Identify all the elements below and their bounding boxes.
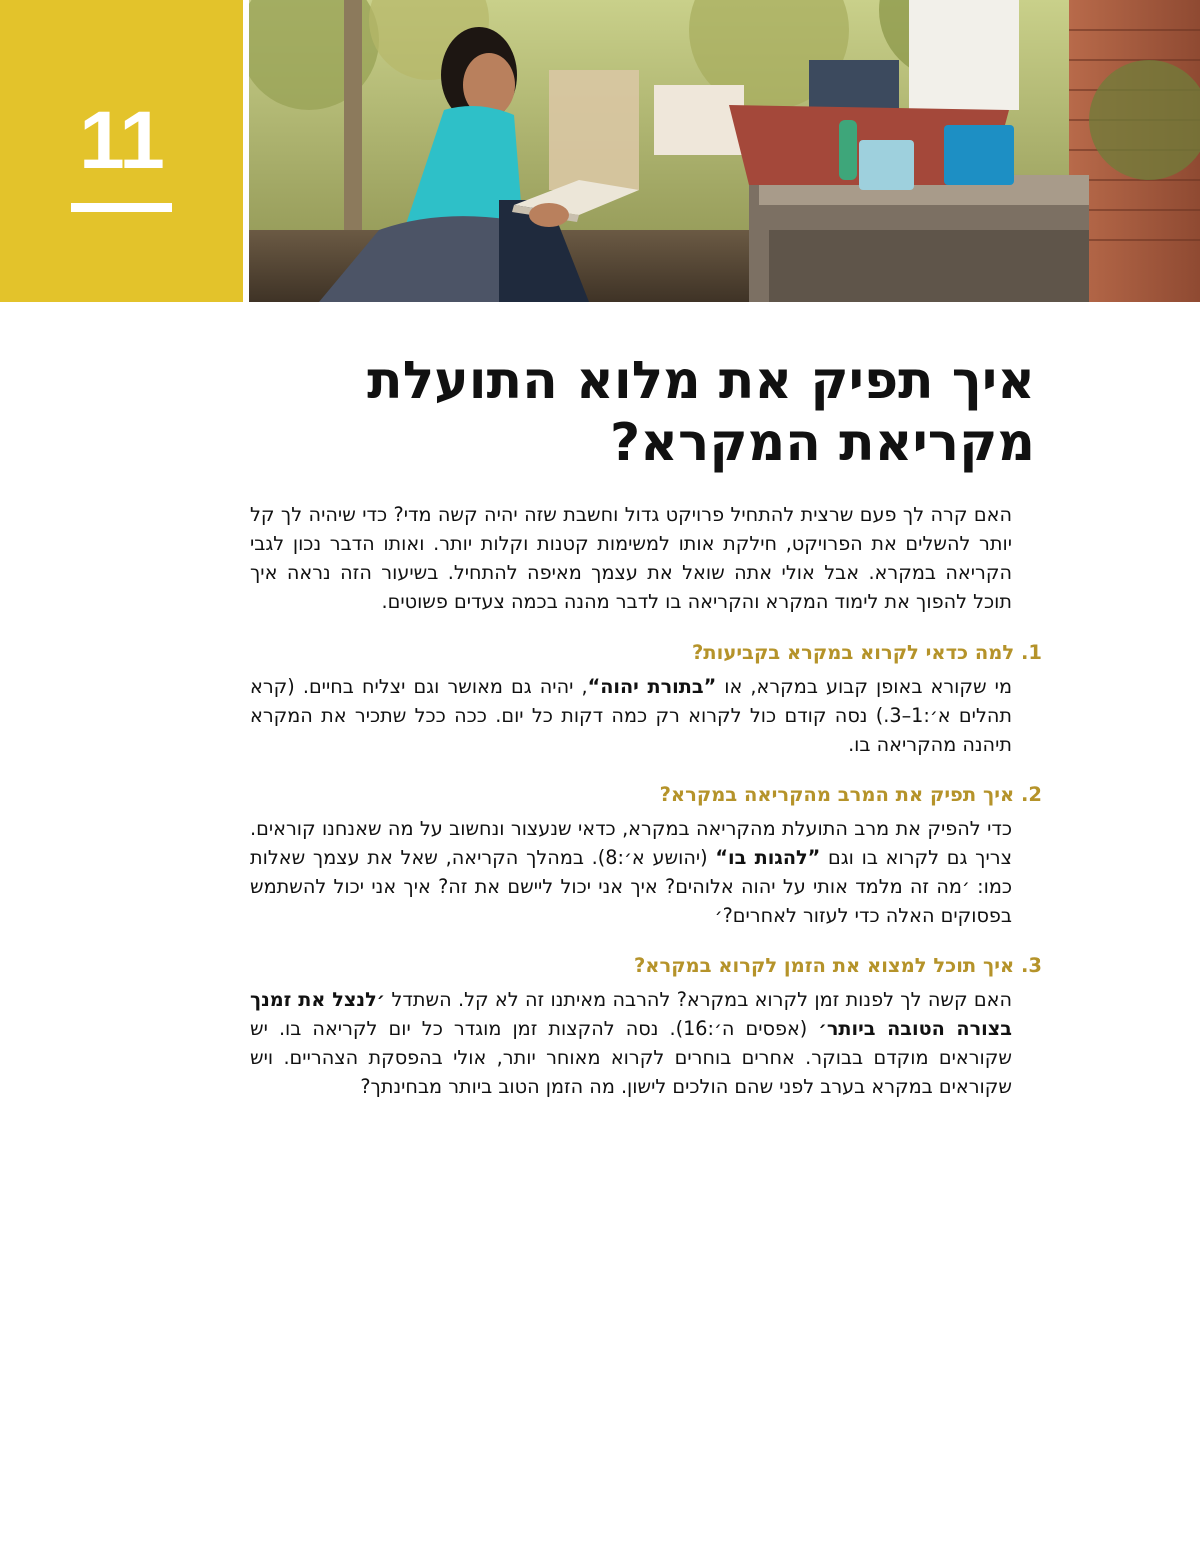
section-body-text: (יהושע א׳:8). במהלך הקריאה, שאל את עצמך שאלות כמו: ׳מה זה מלמד אותי על יהוה אלוהים? איך אני יכול ליישם את זה? איך אני יכול להשתמש בפסוקים האלה כדי לעזור לאחרים?׳ bbox=[250, 846, 1012, 927]
lesson-content bbox=[250, 500, 1042, 1123]
section-body-text: מי שקורא באופן קבוע במקרא, או bbox=[716, 675, 1013, 698]
section-body bbox=[250, 672, 1012, 759]
section-body bbox=[250, 985, 1012, 1101]
section-number: 1. bbox=[1021, 641, 1042, 664]
section-heading-text: איך תפיק את המרב מהקריאה במקרא? bbox=[659, 783, 1015, 806]
scripture-quote: ”בתורת יהוה“ bbox=[587, 675, 717, 698]
scripture-quote: ׳לנצל את זמנך בצורה הטובה ביותר׳ bbox=[250, 988, 1012, 1040]
section-number: 2. bbox=[1021, 783, 1042, 806]
lesson-number-block bbox=[0, 0, 243, 302]
section-body-text: , יהיה גם מאושר וגם יצליח בחיים. (קרא תהלים א׳:1–3.) נסה קודם כול לקרוא רק כמה דקות כל יום. ככה ככל שתכיר את המקרא תיהנה מהקריאה בו. bbox=[250, 675, 1013, 756]
hero-photo bbox=[249, 0, 1200, 302]
page-title-line-1: איך תפיק את מלוא התועלת bbox=[367, 351, 1035, 411]
page-title bbox=[275, 350, 1035, 474]
section-body-text: (אפסים ה׳:16). נסה להקצות זמן מוגדר כל יום לקריאה בו. יש שקוראים מוקדם בבוקר. אחרים בוחרים לקרוא מאוחר יותר, אולי בהפסקת הצהריים. ויש שקוראים במקרא בערב לפני שהם הולכים לישון. מה הזמן הטוב ביותר מבחינתך? bbox=[250, 1017, 1012, 1098]
scripture-quote: ”להגות בו“ bbox=[715, 846, 821, 869]
section-heading bbox=[250, 781, 1042, 809]
section-heading-text: איך תוכל למצוא את הזמן לקרוא במקרא? bbox=[633, 954, 1015, 977]
section-heading bbox=[250, 952, 1042, 980]
section-1 bbox=[250, 639, 1042, 759]
section-heading-text: למה כדאי לקרוא במקרא בקביעות? bbox=[692, 641, 1015, 664]
page-title-line-2: מקריאת המקרא? bbox=[610, 413, 1035, 473]
section-3 bbox=[250, 952, 1042, 1101]
lesson-number-underline bbox=[71, 203, 172, 212]
section-body bbox=[250, 814, 1012, 930]
section-2 bbox=[250, 781, 1042, 930]
woman-reading-bible-photo bbox=[249, 0, 1200, 302]
section-number: 3. bbox=[1021, 954, 1042, 977]
section-body-text: כדי להפיק את מרב התועלת מהקריאה במקרא, כדאי שנעצור ונחשוב על מה שאנחנו קוראים. צריך גם לקרוא בו וגם bbox=[250, 817, 1012, 869]
intro-paragraph: האם קרה לך פעם שרצית להתחיל פרויקט גדול וחשבת שזה יהיה קשה מדי? כדי שיהיה לך קל יותר להשלים את הפרויקט, חילקת אותו למשימות קטנות וקלות יותר. ואותו הדבר נכון לגבי הקריאה במקרא. אבל אולי אתה שואל את עצמך מאיפה להתחיל. בשיעור הזה נראה איך תוכל להפוך את לימוד המקרא והקריאה בו לדבר מהנה בכמה צעדים פשוטים. bbox=[250, 503, 1012, 613]
section-body-text: האם קשה לך לפנות זמן לקרוא במקרא? להרבה מאיתנו זה לא קל. השתדל bbox=[385, 988, 1013, 1011]
lesson-number: 11 bbox=[79, 95, 164, 186]
section-heading bbox=[250, 639, 1042, 667]
